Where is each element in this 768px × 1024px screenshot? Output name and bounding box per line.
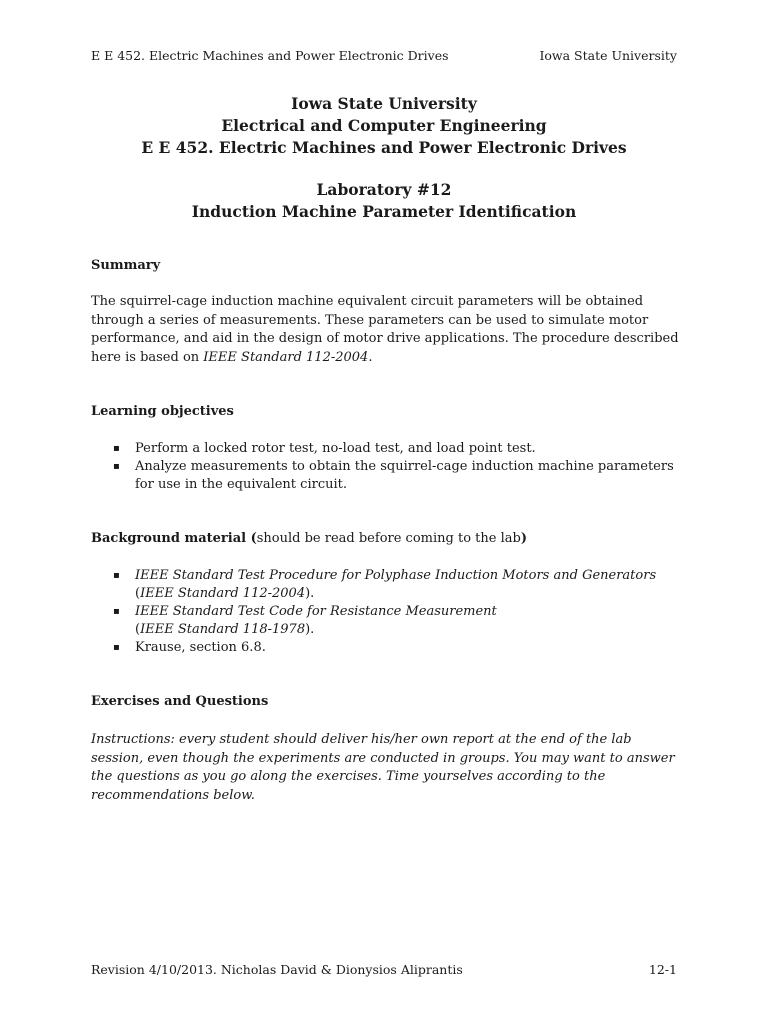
title-department: Electrical and Computer Engineering (221, 116, 547, 135)
exercises-heading: Exercises and Questions (91, 694, 269, 709)
footer-revision: Revision 4/10/2013. Nicholas David & Dionysios Aliprantis (91, 962, 463, 977)
title-university: Iowa State University (291, 94, 477, 113)
header-course: E E 452. Electric Machines and Power Electronic Drives (91, 48, 449, 63)
summary-heading: Summary (91, 258, 161, 273)
header-university: Iowa State University (539, 48, 677, 63)
title-lab-topic: Induction Machine Parameter Identification (191, 202, 577, 221)
background-list (91, 567, 681, 657)
bullet-icon: ▪ (113, 642, 120, 653)
list-item: ▪ Krause, section 6.8. (113, 640, 266, 655)
bullet-icon: ▪ (113, 461, 120, 472)
summary-standard-ref: IEEE Standard 112-2004 (203, 349, 369, 365)
footer-page-number: 12-1 (648, 962, 677, 977)
title-block (0, 93, 768, 223)
list-item: ▪ IEEE Standard Test Code for Resistance Measurement (IEEE Standard 118-1978). (113, 604, 497, 637)
objectives-list (91, 440, 681, 494)
title-lab-number: Laboratory #12 (316, 180, 452, 199)
list-item: ▪ Perform a locked rotor test, no-load test, and load point test. (113, 441, 536, 456)
bullet-icon: ▪ (113, 443, 120, 454)
bullet-icon: ▪ (113, 606, 120, 617)
background-heading: Background material (should be read before coming to the lab) (91, 531, 527, 546)
bullet-icon: ▪ (113, 570, 120, 581)
title-course: E E 452. Electric Machines and Power Electronic Drives (141, 138, 627, 157)
list-item: ▪ Analyze measurements to obtain the squirrel-cage induction machine parameters for use in the equivalent circuit. (113, 459, 674, 492)
page-header (91, 48, 677, 63)
list-item: ▪ IEEE Standard Test Procedure for Polyphase Induction Motors and Generators (IEEE Standard 112-2004). (113, 568, 657, 601)
exercises-instructions: Instructions: every student should deliver his/her own report at the end of the lab session, even though the experiments are conducted in groups. You may want to answer the questions as you go along the exercises. Time yourselves according to the recommendations below. (91, 732, 675, 803)
page-footer (91, 962, 677, 977)
summary-paragraph: The squirrel-cage induction machine equivalent circuit parameters will be obtained through a series of measurements. These parameters can be used to simulate motor performance, and aid in the design of motor drive applications. The procedure described here is based on IEEE Standard 112-2004. (91, 294, 679, 365)
objectives-heading: Learning objectives (91, 404, 234, 419)
